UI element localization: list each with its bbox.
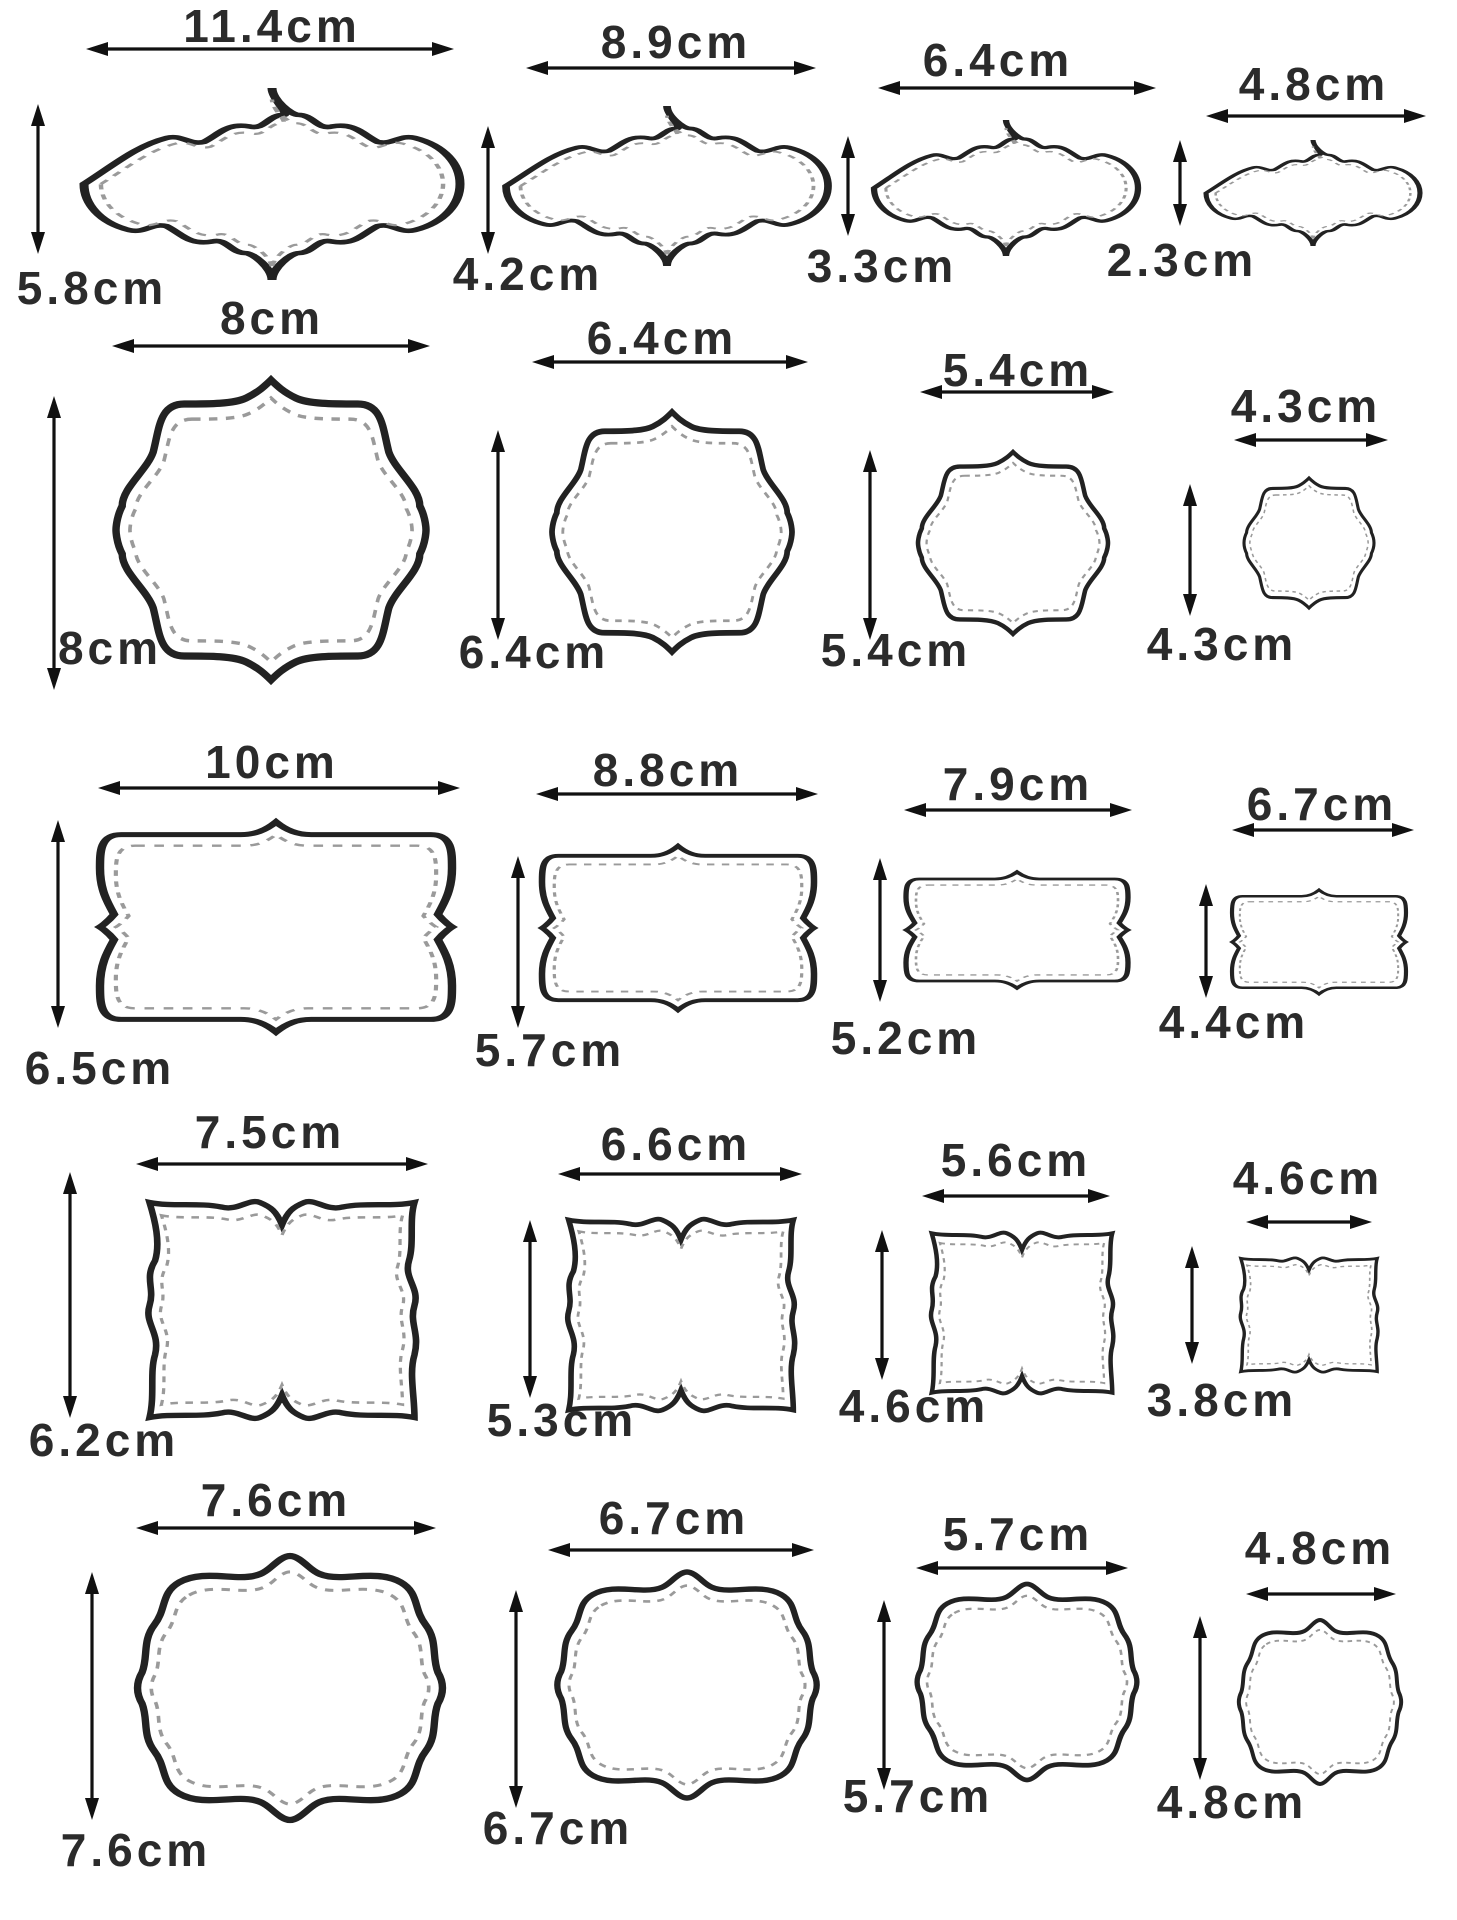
frame-item-r3-c1 [25, 736, 460, 1094]
width-label: 7.9cm [942, 758, 1094, 810]
width-arrow [1234, 433, 1388, 447]
height-arrow [863, 450, 877, 640]
height-label: 5.8cm [16, 262, 168, 314]
height-label: 5.3cm [486, 1394, 638, 1446]
height-arrow [481, 126, 495, 254]
width-label: 11.4cm [183, 0, 361, 52]
frame-item-r2-c4 [1147, 380, 1388, 670]
height-arrow [523, 1220, 537, 1398]
width-arrow [136, 1157, 428, 1171]
height-arrow [1193, 1616, 1207, 1780]
frame-outline-square-bracket [918, 452, 1108, 634]
frame-item-r1-c2 [453, 16, 828, 300]
frame-outline-scallop-square [917, 1584, 1137, 1780]
frame-item-r5-c3 [843, 1508, 1137, 1822]
width-label: 6.7cm [598, 1492, 750, 1544]
height-label: 3.8cm [1146, 1374, 1298, 1426]
height-label: 4.8cm [1156, 1776, 1308, 1828]
height-arrow [63, 1172, 77, 1418]
frames-layer [17, 0, 1426, 1876]
frame-item-r2-c2 [459, 312, 808, 678]
width-label: 6.4cm [586, 312, 738, 364]
height-label: 6.2cm [28, 1414, 180, 1466]
frame-outline-rounded-rect-notch [1232, 890, 1406, 994]
frame-outline-oval-scallop [1206, 140, 1420, 246]
height-label: 5.7cm [842, 1770, 994, 1822]
frame-item-r1-c4 [1107, 58, 1426, 286]
height-label: 8cm [57, 622, 163, 674]
width-label: 7.5cm [194, 1106, 346, 1158]
width-label: 6.6cm [600, 1118, 752, 1170]
height-label: 6.4cm [458, 626, 610, 678]
width-arrow [1246, 1587, 1396, 1601]
frame-item-r3-c2 [475, 744, 818, 1076]
width-label: 8cm [219, 292, 325, 344]
frame-outline-oval-scallop [874, 120, 1138, 256]
frame-item-r4-c3 [839, 1134, 1114, 1432]
height-arrow [1185, 1246, 1199, 1364]
frame-outline-square-bracket [116, 380, 426, 680]
width-label: 4.3cm [1230, 380, 1382, 432]
frame-item-r4-c2 [487, 1118, 802, 1446]
height-label: 5.2cm [830, 1012, 982, 1064]
height-label: 6.5cm [24, 1042, 176, 1094]
height-label: 4.3cm [1146, 618, 1298, 670]
frame-outline-scallop-square [1239, 1620, 1401, 1784]
frame-item-r4-c1 [29, 1106, 428, 1466]
width-label: 10cm [205, 736, 339, 788]
frame-outline-rounded-rect-notch [100, 822, 452, 1032]
width-label: 5.7cm [942, 1508, 1094, 1560]
frame-item-r3-c4 [1159, 778, 1414, 1048]
height-label: 4.6cm [838, 1380, 990, 1432]
height-label: 6.7cm [482, 1802, 634, 1854]
width-arrow [548, 1543, 814, 1557]
height-arrow [1173, 140, 1187, 226]
width-arrow [1246, 1215, 1372, 1229]
height-label: 7.6cm [60, 1824, 212, 1876]
height-arrow [509, 1590, 523, 1808]
frame-outline-square-bracket [1244, 478, 1374, 608]
height-arrow [877, 1600, 891, 1790]
height-arrow [873, 858, 887, 1002]
height-arrow [511, 856, 525, 1028]
frame-item-r1-c1 [17, 0, 460, 314]
height-arrow [875, 1230, 889, 1380]
height-arrow [85, 1572, 99, 1820]
width-label: 8.8cm [592, 744, 744, 796]
frame-outline-scallop-square [138, 1556, 443, 1820]
height-label: 3.3cm [806, 240, 958, 292]
width-label: 4.8cm [1244, 1522, 1396, 1574]
height-arrow [491, 430, 505, 640]
height-arrow [841, 136, 855, 236]
frame-outline-rounded-rect-notch [906, 872, 1128, 988]
frame-item-r5-c4 [1157, 1522, 1401, 1828]
width-label: 7.6cm [200, 1474, 352, 1526]
width-label: 5.4cm [942, 344, 1094, 396]
frame-item-r5-c2 [483, 1492, 817, 1854]
frame-outline-oval-scallop [84, 88, 460, 280]
width-label: 5.6cm [940, 1134, 1092, 1186]
height-label: 5.7cm [474, 1024, 626, 1076]
height-arrow [51, 820, 65, 1028]
frame-item-r2-c1 [47, 292, 430, 690]
frame-outline-rounded-rect-notch [542, 846, 814, 1010]
height-label: 4.2cm [452, 248, 604, 300]
height-label: 4.4cm [1158, 996, 1310, 1048]
frame-item-r3-c3 [831, 758, 1132, 1064]
frame-item-r4-c4 [1147, 1152, 1383, 1426]
frame-item-r5-c1 [61, 1474, 443, 1876]
width-label: 4.6cm [1232, 1152, 1384, 1204]
height-label: 5.4cm [820, 624, 972, 676]
width-arrow [916, 1561, 1128, 1575]
height-label: 2.3cm [1106, 234, 1258, 286]
frame-item-r1-c3 [807, 34, 1156, 292]
width-label: 4.8cm [1238, 58, 1390, 110]
frame-outline-scallop-square [557, 1572, 816, 1798]
frame-outline-square-bracket [552, 412, 792, 652]
frame-outline-oval-scallop [506, 106, 828, 266]
height-arrow [1199, 884, 1213, 998]
width-label: 6.4cm [922, 34, 1074, 86]
width-label: 6.7cm [1246, 778, 1398, 830]
width-label: 8.9cm [600, 16, 752, 68]
width-arrow [1206, 109, 1426, 123]
frame-item-r2-c3 [821, 344, 1114, 676]
height-arrow [1183, 484, 1197, 616]
height-arrow [31, 104, 45, 254]
width-arrow [922, 1189, 1110, 1203]
